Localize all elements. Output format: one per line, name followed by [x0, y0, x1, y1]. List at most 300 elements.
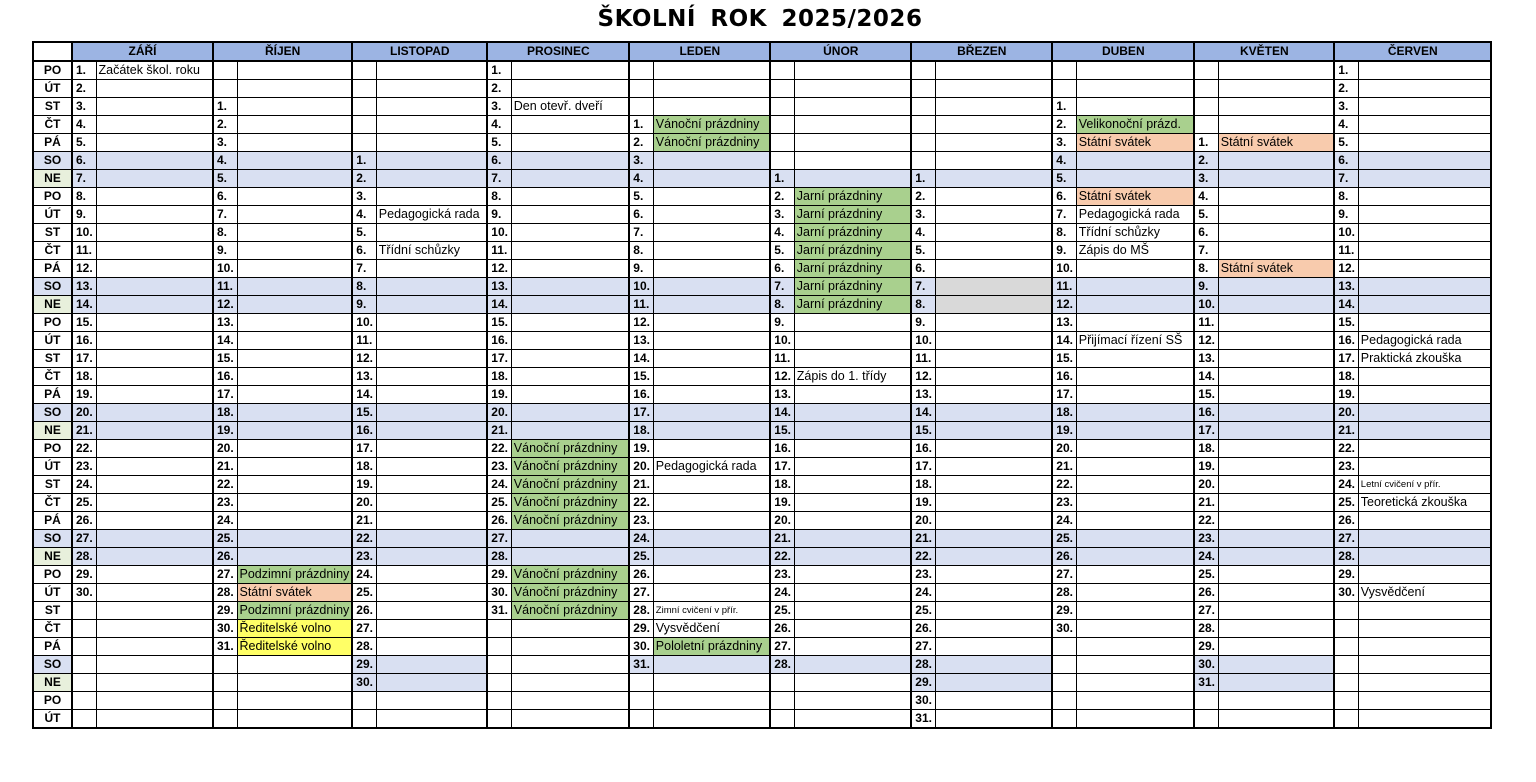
- day-number: 16.: [1194, 404, 1218, 422]
- day-number: [1334, 710, 1358, 729]
- day-event: [935, 314, 1052, 332]
- month-header: ŘÍJEN: [213, 42, 352, 61]
- day-event: [653, 404, 770, 422]
- day-number: 4.: [487, 116, 511, 134]
- day-number: 5.: [770, 242, 794, 260]
- day-event: [237, 80, 352, 98]
- day-number: [487, 674, 511, 692]
- calendar-row: [33, 386, 1491, 404]
- day-number: [1334, 602, 1358, 620]
- day-number: [770, 692, 794, 710]
- day-number: 24.: [1194, 548, 1218, 566]
- day-number: 10.: [629, 278, 653, 296]
- day-number: 31.: [1194, 674, 1218, 692]
- day-event: [935, 602, 1052, 620]
- day-number: 20.: [352, 494, 376, 512]
- day-event: [376, 656, 487, 674]
- day-number: 7.: [911, 278, 935, 296]
- day-event: [1076, 61, 1194, 80]
- day-event: [96, 206, 213, 224]
- day-number: 13.: [487, 278, 511, 296]
- day-number: 31.: [487, 602, 511, 620]
- day-number: 21.: [770, 530, 794, 548]
- day-number: 8.: [770, 296, 794, 314]
- day-event: [653, 278, 770, 296]
- day-number: 19.: [352, 476, 376, 494]
- day-event: [1076, 566, 1194, 584]
- day-event: [96, 674, 213, 692]
- day-event: Vánoční prázdniny: [511, 494, 629, 512]
- weekday-label: PO: [33, 188, 72, 206]
- day-number: 26.: [1334, 512, 1358, 530]
- weekday-label: ČT: [33, 242, 72, 260]
- day-number: 10.: [770, 332, 794, 350]
- day-number: 29.: [487, 566, 511, 584]
- day-number: [1334, 692, 1358, 710]
- day-number: 26.: [1194, 584, 1218, 602]
- weekday-label: ST: [33, 602, 72, 620]
- day-event: [237, 692, 352, 710]
- day-event: Jarní prázdniny: [794, 206, 911, 224]
- day-event: [237, 260, 352, 278]
- day-event: [511, 61, 629, 80]
- day-number: 6.: [213, 188, 237, 206]
- day-number: [1194, 692, 1218, 710]
- day-number: [629, 692, 653, 710]
- day-event: [1218, 530, 1334, 548]
- day-event: [935, 98, 1052, 116]
- day-number: 9.: [72, 206, 96, 224]
- day-event: [794, 386, 911, 404]
- day-event: [237, 206, 352, 224]
- calendar-row: [33, 530, 1491, 548]
- day-number: 6.: [352, 242, 376, 260]
- calendar-row: [33, 170, 1491, 188]
- day-event: [1076, 80, 1194, 98]
- day-event: [1076, 314, 1194, 332]
- day-number: [352, 692, 376, 710]
- day-number: [911, 80, 935, 98]
- day-event: [237, 656, 352, 674]
- day-number: 25.: [213, 530, 237, 548]
- day-number: 16.: [213, 368, 237, 386]
- day-event: [511, 332, 629, 350]
- day-event: [653, 584, 770, 602]
- day-number: 28.: [487, 548, 511, 566]
- calendar-row: [33, 656, 1491, 674]
- weekday-label: PO: [33, 61, 72, 80]
- day-number: 19.: [770, 494, 794, 512]
- day-number: [487, 692, 511, 710]
- weekday-label: ÚT: [33, 710, 72, 729]
- day-number: 27.: [352, 620, 376, 638]
- day-event: [237, 350, 352, 368]
- day-number: [629, 80, 653, 98]
- day-event: [794, 350, 911, 368]
- calendar-row: [33, 512, 1491, 530]
- day-number: 29.: [213, 602, 237, 620]
- day-number: 9.: [1194, 278, 1218, 296]
- day-event: [935, 296, 1052, 314]
- day-event: [96, 512, 213, 530]
- day-event: [237, 314, 352, 332]
- day-event: [1218, 566, 1334, 584]
- day-event: [511, 422, 629, 440]
- day-event: [96, 170, 213, 188]
- day-event: [237, 116, 352, 134]
- day-event: [96, 638, 213, 656]
- day-event: [653, 476, 770, 494]
- day-event: [1076, 404, 1194, 422]
- day-event: [96, 368, 213, 386]
- day-event: [96, 710, 213, 729]
- weekday-label: NE: [33, 422, 72, 440]
- day-number: [487, 638, 511, 656]
- month-header: BŘEZEN: [911, 42, 1052, 61]
- day-number: [770, 134, 794, 152]
- day-number: 28.: [213, 584, 237, 602]
- day-event: [376, 476, 487, 494]
- weekday-label: ČT: [33, 116, 72, 134]
- day-event: [1218, 476, 1334, 494]
- day-event: [1358, 512, 1491, 530]
- day-number: 4.: [911, 224, 935, 242]
- day-event: [1358, 530, 1491, 548]
- day-event: [1076, 476, 1194, 494]
- day-event: [1218, 152, 1334, 170]
- day-number: 5.: [629, 188, 653, 206]
- day-event: [511, 548, 629, 566]
- day-event: [96, 440, 213, 458]
- calendar-row: [33, 494, 1491, 512]
- day-event: Vánoční prázdniny: [511, 566, 629, 584]
- day-number: 18.: [352, 458, 376, 476]
- day-event: [1358, 710, 1491, 729]
- day-event: [653, 152, 770, 170]
- day-number: 18.: [487, 368, 511, 386]
- day-event: [935, 206, 1052, 224]
- day-event: [376, 134, 487, 152]
- day-event: [935, 278, 1052, 296]
- day-number: 14.: [1334, 296, 1358, 314]
- day-event: [1358, 188, 1491, 206]
- day-number: 1.: [1052, 98, 1076, 116]
- day-event: [794, 656, 911, 674]
- day-event: Jarní prázdniny: [794, 278, 911, 296]
- day-number: 2.: [1052, 116, 1076, 134]
- day-number: 13.: [1052, 314, 1076, 332]
- day-event: [1218, 620, 1334, 638]
- day-number: 5.: [1194, 206, 1218, 224]
- day-number: 7.: [487, 170, 511, 188]
- weekday-label: SO: [33, 152, 72, 170]
- day-number: 15.: [1194, 386, 1218, 404]
- weekday-label: ÚT: [33, 80, 72, 98]
- day-number: 27.: [1334, 530, 1358, 548]
- day-event: [1358, 656, 1491, 674]
- day-number: 1.: [1334, 61, 1358, 80]
- day-event: [1358, 620, 1491, 638]
- day-event: [1358, 61, 1491, 80]
- day-number: 20.: [213, 440, 237, 458]
- day-event: [653, 692, 770, 710]
- day-event: [653, 386, 770, 404]
- weekday-label: SO: [33, 656, 72, 674]
- day-event: [1358, 224, 1491, 242]
- day-event: [1358, 566, 1491, 584]
- day-number: 1.: [487, 61, 511, 80]
- day-number: 2.: [352, 170, 376, 188]
- day-number: 9.: [352, 296, 376, 314]
- day-event: [1076, 350, 1194, 368]
- day-event: [653, 80, 770, 98]
- day-event: [376, 512, 487, 530]
- day-number: 9.: [1052, 242, 1076, 260]
- calendar-row: [33, 152, 1491, 170]
- calendar-row: [33, 116, 1491, 134]
- day-event: [96, 656, 213, 674]
- day-number: 25.: [770, 602, 794, 620]
- day-event: [653, 170, 770, 188]
- day-number: [72, 638, 96, 656]
- day-number: 27.: [1194, 602, 1218, 620]
- day-event: [935, 692, 1052, 710]
- weekday-label: ÚT: [33, 584, 72, 602]
- day-event: Třídní schůzky: [376, 242, 487, 260]
- day-number: 26.: [629, 566, 653, 584]
- calendar-row: [33, 638, 1491, 656]
- day-number: [770, 152, 794, 170]
- day-number: [213, 61, 237, 80]
- day-event: [1358, 206, 1491, 224]
- day-event: [1358, 296, 1491, 314]
- day-event: [1218, 206, 1334, 224]
- day-number: 12.: [629, 314, 653, 332]
- day-event: [376, 332, 487, 350]
- day-number: 12.: [1052, 296, 1076, 314]
- day-number: 2.: [1334, 80, 1358, 98]
- day-number: 18.: [213, 404, 237, 422]
- day-number: 18.: [629, 422, 653, 440]
- day-event: [376, 638, 487, 656]
- day-event: [376, 584, 487, 602]
- day-event: [511, 404, 629, 422]
- day-number: 6.: [911, 260, 935, 278]
- day-number: 11.: [911, 350, 935, 368]
- day-number: 24.: [770, 584, 794, 602]
- day-number: 21.: [629, 476, 653, 494]
- day-event: [653, 512, 770, 530]
- day-event: [376, 80, 487, 98]
- day-number: 17.: [770, 458, 794, 476]
- day-number: 17.: [487, 350, 511, 368]
- day-event: [511, 260, 629, 278]
- day-event: [1358, 278, 1491, 296]
- day-number: 27.: [72, 530, 96, 548]
- day-number: 1.: [352, 152, 376, 170]
- day-event: [653, 566, 770, 584]
- day-event: [935, 134, 1052, 152]
- day-event: [1358, 170, 1491, 188]
- day-event: [237, 458, 352, 476]
- day-event: [1218, 656, 1334, 674]
- day-number: 2.: [911, 188, 935, 206]
- day-number: 3.: [487, 98, 511, 116]
- day-event: [1218, 98, 1334, 116]
- day-number: 20.: [72, 404, 96, 422]
- day-number: 24.: [629, 530, 653, 548]
- day-number: 30.: [72, 584, 96, 602]
- day-number: [1334, 620, 1358, 638]
- day-event: [237, 404, 352, 422]
- day-number: [352, 710, 376, 729]
- day-number: 18.: [1194, 440, 1218, 458]
- day-number: 22.: [352, 530, 376, 548]
- day-number: [1194, 116, 1218, 134]
- day-number: 19.: [1334, 386, 1358, 404]
- day-number: 28.: [770, 656, 794, 674]
- day-event: [96, 404, 213, 422]
- day-event: [935, 566, 1052, 584]
- day-number: [911, 98, 935, 116]
- day-number: 11.: [1334, 242, 1358, 260]
- day-number: 25.: [629, 548, 653, 566]
- page-title: ŠKOLNÍ ROK 2025/2026: [597, 6, 923, 32]
- day-event: [376, 224, 487, 242]
- day-number: 6.: [1334, 152, 1358, 170]
- weekday-label: PÁ: [33, 638, 72, 656]
- day-number: 12.: [487, 260, 511, 278]
- day-event: [511, 530, 629, 548]
- calendar-row: [33, 350, 1491, 368]
- day-event: [1358, 368, 1491, 386]
- day-event: [935, 404, 1052, 422]
- day-number: [352, 134, 376, 152]
- day-number: 13.: [213, 314, 237, 332]
- day-event: [237, 494, 352, 512]
- day-event: [794, 674, 911, 692]
- day-number: 7.: [1334, 170, 1358, 188]
- day-event: [237, 224, 352, 242]
- day-number: 26.: [911, 620, 935, 638]
- day-number: 22.: [213, 476, 237, 494]
- day-number: 29.: [1334, 566, 1358, 584]
- day-event: [96, 134, 213, 152]
- day-event: [511, 674, 629, 692]
- day-event: Zápis do 1. třídy: [794, 368, 911, 386]
- day-event: [1218, 674, 1334, 692]
- day-event: [1218, 314, 1334, 332]
- day-number: 26.: [352, 602, 376, 620]
- day-event: [511, 296, 629, 314]
- day-event: [1358, 602, 1491, 620]
- day-number: 6.: [1194, 224, 1218, 242]
- day-event: [794, 566, 911, 584]
- day-event: Státní svátek: [1218, 260, 1334, 278]
- day-event: [1076, 584, 1194, 602]
- day-number: 16.: [629, 386, 653, 404]
- day-number: 10.: [487, 224, 511, 242]
- day-event: [1076, 512, 1194, 530]
- day-number: 6.: [770, 260, 794, 278]
- day-event: [1358, 692, 1491, 710]
- day-event: [237, 476, 352, 494]
- day-number: 29.: [1052, 602, 1076, 620]
- day-event: [935, 152, 1052, 170]
- day-number: 21.: [1194, 494, 1218, 512]
- day-event: [511, 206, 629, 224]
- day-number: 20.: [911, 512, 935, 530]
- day-event: [653, 314, 770, 332]
- day-event: [511, 80, 629, 98]
- day-event: [794, 170, 911, 188]
- day-number: 22.: [1052, 476, 1076, 494]
- day-number: 11.: [213, 278, 237, 296]
- day-number: 22.: [72, 440, 96, 458]
- day-event: [376, 548, 487, 566]
- day-event: [1218, 170, 1334, 188]
- calendar-row: [33, 61, 1491, 80]
- day-event: [376, 61, 487, 80]
- day-event: [935, 656, 1052, 674]
- day-event: Vánoční prázdniny: [511, 584, 629, 602]
- weekday-label: PO: [33, 314, 72, 332]
- day-event: [794, 314, 911, 332]
- calendar-row: [33, 206, 1491, 224]
- day-number: 1.: [629, 116, 653, 134]
- day-event: [96, 242, 213, 260]
- day-number: [352, 61, 376, 80]
- day-number: 5.: [1052, 170, 1076, 188]
- day-event: Den otevř. dveří: [511, 98, 629, 116]
- day-event: [376, 278, 487, 296]
- day-event: [376, 404, 487, 422]
- day-event: [1076, 152, 1194, 170]
- day-number: 29.: [352, 656, 376, 674]
- day-event: [794, 404, 911, 422]
- day-number: [352, 116, 376, 134]
- day-event: [511, 350, 629, 368]
- day-event: [1358, 98, 1491, 116]
- calendar-row: [33, 584, 1491, 602]
- day-number: 3.: [911, 206, 935, 224]
- day-event: [653, 548, 770, 566]
- day-event: [935, 368, 1052, 386]
- day-number: 14.: [770, 404, 794, 422]
- weekday-label: SO: [33, 530, 72, 548]
- calendar-row: [33, 548, 1491, 566]
- day-event: [376, 674, 487, 692]
- day-event: [1218, 440, 1334, 458]
- day-event: [1218, 332, 1334, 350]
- day-number: [770, 61, 794, 80]
- day-number: 11.: [1194, 314, 1218, 332]
- day-event: [935, 638, 1052, 656]
- day-number: 4.: [352, 206, 376, 224]
- day-number: 14.: [213, 332, 237, 350]
- day-number: 30.: [1334, 584, 1358, 602]
- day-number: 7.: [72, 170, 96, 188]
- day-number: 3.: [72, 98, 96, 116]
- day-number: 8.: [213, 224, 237, 242]
- day-event: [376, 296, 487, 314]
- day-number: 17.: [629, 404, 653, 422]
- day-event: [1218, 458, 1334, 476]
- day-number: 21.: [72, 422, 96, 440]
- school-year-calendar: [32, 41, 1492, 729]
- calendar-row: [33, 602, 1491, 620]
- day-event: Jarní prázdniny: [794, 188, 911, 206]
